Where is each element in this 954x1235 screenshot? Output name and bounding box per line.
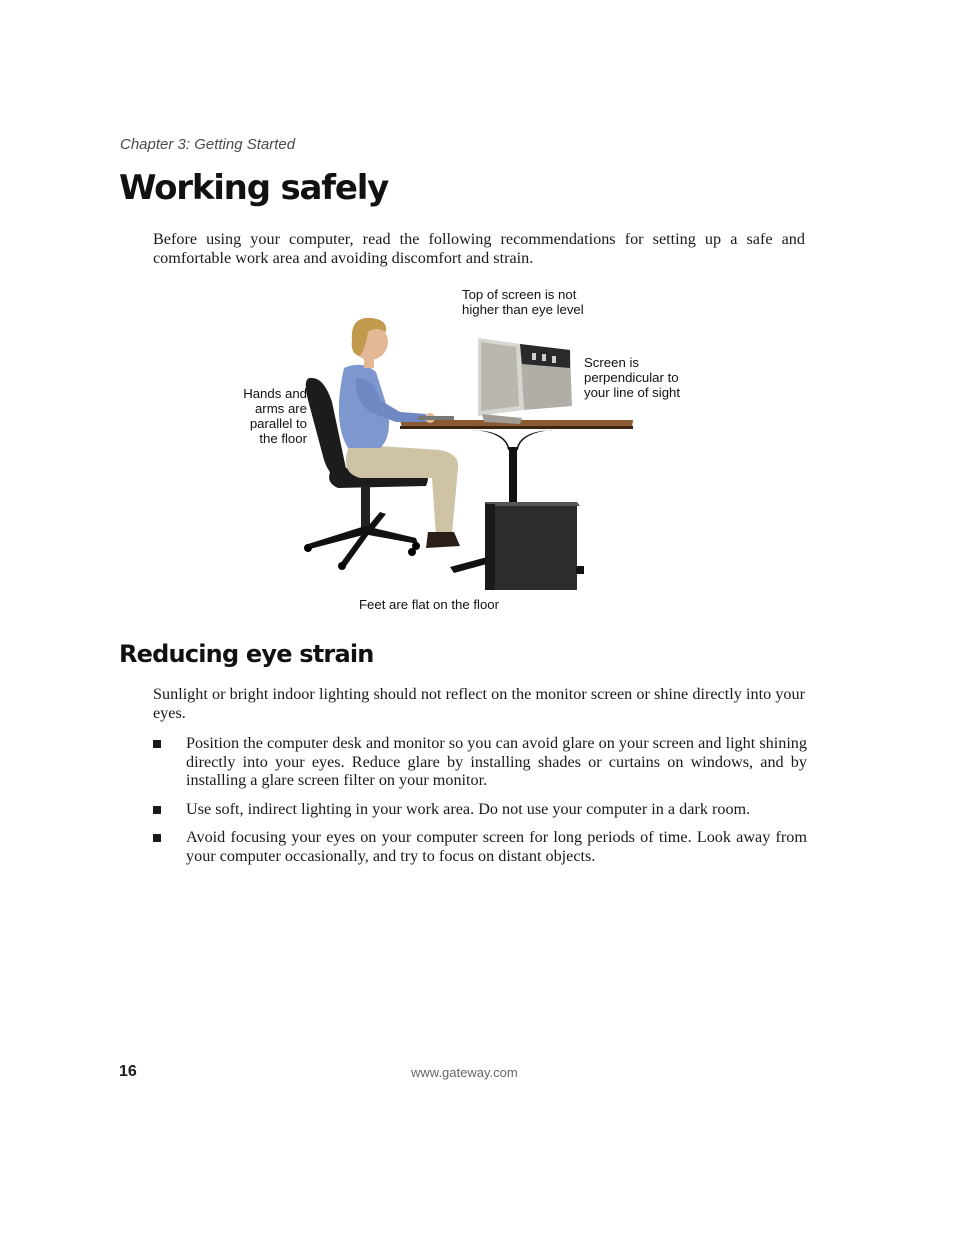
list-item-text: Position the computer desk and monitor so you can avoid glare on your screen and light shining directly into your eyes. Reduce glare by installing shades or curtains on windows, and by installing a glare screen filter on your monitor. (186, 734, 807, 789)
page-number: 16 (119, 1063, 137, 1080)
callout-hands-arms: Hands and arms are parallel to the floor (243, 386, 307, 446)
list-item-text: Use soft, indirect lighting in your work area. Do not use your computer in a dark room. (186, 799, 751, 818)
callout-eye-level: Top of screen is not higher than eye level (462, 287, 584, 317)
ergonomics-figure (220, 282, 720, 622)
workstation-illustration (220, 282, 720, 622)
seated-person (339, 318, 460, 548)
footer-url: www.gateway.com (411, 1065, 518, 1080)
list-item (153, 800, 807, 819)
list-item (153, 828, 807, 865)
eye-strain-intro: Sunlight or bright indoor lighting should not reflect on the monitor screen or shine directly into your eyes. (153, 685, 805, 722)
monitor (478, 338, 572, 424)
bullet-square-icon (153, 806, 161, 814)
section-heading: Reducing eye strain (119, 640, 374, 668)
bullet-square-icon (153, 740, 161, 748)
running-header: Chapter 3: Getting Started (120, 136, 296, 153)
page-title: Working safely (119, 168, 389, 208)
bullet-square-icon (153, 834, 161, 842)
computer-tower (485, 502, 584, 590)
eye-strain-list (153, 734, 807, 875)
callout-feet: Feet are flat on the floor (359, 597, 500, 612)
callout-perpendicular: Screen is perpendicular to your line of sight (584, 355, 681, 400)
list-item-text: Avoid focusing your eyes on your computer screen for long periods of time. Look away from your computer occasionally, and try to focus on distant objects. (186, 828, 807, 865)
list-item (153, 734, 807, 790)
intro-paragraph: Before using your computer, read the following recommendations for setting up a safe and comfortable work area and avoiding discomfort and strain. (153, 230, 805, 267)
